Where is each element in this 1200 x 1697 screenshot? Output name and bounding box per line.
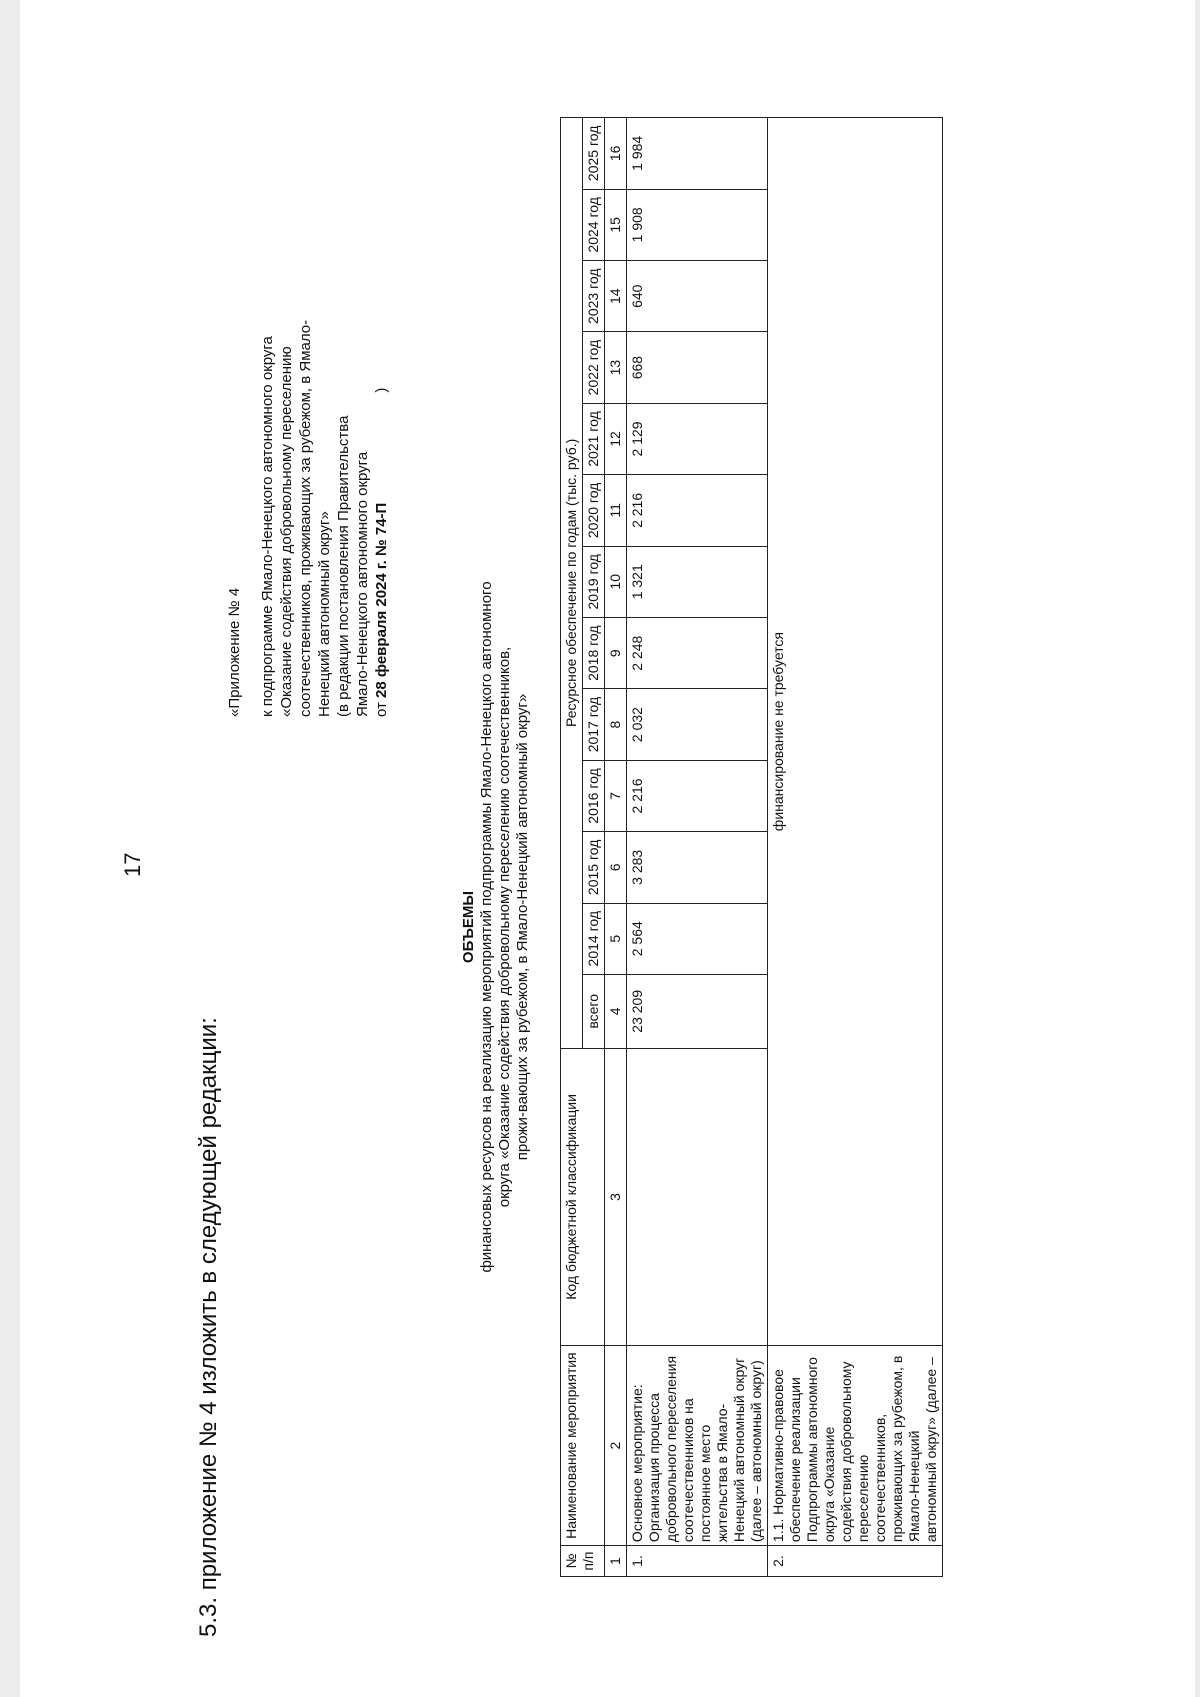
column-number: 13 (605, 332, 627, 403)
appendix-date-value: 28 февраля 2024 г. № 74-П (373, 502, 390, 698)
row-value: 1 908 (627, 189, 768, 260)
column-number: 4 (605, 974, 627, 1048)
appendix-date (372, 97, 391, 717)
appendix-line: соотечественников, проживающих за рубежом, в Ямало- (297, 319, 314, 717)
document-page (20, 0, 1195, 1697)
header-total: всего (583, 974, 605, 1048)
appendix-line: Ненецкий автономный округ» (316, 511, 333, 717)
row-value: 2 248 (627, 617, 768, 688)
column-number: 15 (605, 189, 627, 260)
row-total: 23 209 (627, 974, 768, 1048)
row-code (627, 1048, 768, 1345)
heading-line: округа «Оказание содействия добровольному переселению соотечественников, (496, 646, 513, 1208)
row-value: 668 (627, 332, 768, 403)
row-name: Основное мероприятие: Организация процесса добровольного переселения соотечественников на постоянное место жительства в Ямало-Ненецкий автономный округ (далее – автономный округ) (627, 1346, 768, 1546)
header-no: № п/п (561, 1546, 605, 1577)
row-value: 1 321 (627, 546, 768, 617)
row-value: 2 129 (627, 403, 768, 474)
header-year: 2017 год (583, 689, 605, 760)
column-number: 8 (605, 689, 627, 760)
row-name: 1.1. Нормативно-правовое обеспечение реализации Подпрограммы автономного округа «Оказание содействия добровольному переселению соотечественников, проживающих за рубежом, в Ямало-Ненецкий автономный округ» (далее – (768, 1346, 943, 1546)
table-row (768, 118, 943, 1577)
column-number: 16 (605, 118, 627, 190)
table-heading (460, 547, 532, 1307)
appendix-closing: ) (373, 387, 390, 393)
column-number: 5 (605, 903, 627, 974)
appendix-title: «Приложение № 4 (226, 587, 243, 717)
column-number: 7 (605, 760, 627, 831)
appendix-line: (в редакции постановления Правительства (335, 415, 352, 717)
heading-title: ОБЪЕМЫ (460, 890, 477, 964)
heading-line: прожи-вающих за рубежом, в Ямало-Ненецкий автономный округ» (514, 693, 531, 1161)
column-number: 2 (605, 1346, 627, 1546)
header-year: 2020 год (583, 475, 605, 546)
header-year: 2019 год (583, 546, 605, 617)
row-value: 2 216 (627, 760, 768, 831)
appendix-line: «Оказание содействия добровольному переселению (278, 346, 295, 717)
header-year: 2016 год (583, 760, 605, 831)
header-year: 2024 год (583, 189, 605, 260)
header-resource: Ресурсное обеспечение по годам (тыс. руб.) (561, 118, 583, 1049)
row-value: 2 564 (627, 903, 768, 974)
row-note: финансирование не требуется (768, 118, 943, 1346)
header-name: Наименование мероприятия (561, 1346, 605, 1546)
header-year: 2022 год (583, 332, 605, 403)
resources-table (560, 117, 943, 1577)
appendix-line: Ямало-Ненецкого автономного округа (354, 451, 371, 717)
row-value: 2 032 (627, 689, 768, 760)
column-number: 3 (605, 1048, 627, 1345)
rotated-content (20, 0, 1195, 1697)
page-number: 17 (120, 852, 145, 877)
column-number: 1 (605, 1546, 627, 1577)
heading-line: финансовых ресурсов на реализацию мероприятий подпрограммы Ямало-Ненецкого автономного (478, 581, 495, 1273)
header-year: 2015 год (583, 832, 605, 903)
header-year: 2025 год (583, 118, 605, 190)
row-value: 2 216 (627, 475, 768, 546)
header-year: 2023 год (583, 261, 605, 332)
row-no: 1. (627, 1546, 768, 1577)
row-value: 1 984 (627, 118, 768, 190)
header-row (561, 118, 583, 1577)
column-number: 11 (605, 475, 627, 546)
header-year: 2021 год (583, 403, 605, 474)
column-number: 6 (605, 832, 627, 903)
column-number: 10 (605, 546, 627, 617)
column-number: 9 (605, 617, 627, 688)
column-number: 12 (605, 403, 627, 474)
column-numbers-row (605, 118, 627, 1577)
column-number: 14 (605, 261, 627, 332)
row-value: 640 (627, 261, 768, 332)
table-row (627, 118, 768, 1577)
row-value: 3 283 (627, 832, 768, 903)
appendix-line: к подпрограмме Ямало-Ненецкого автономного округа (259, 336, 276, 717)
appendix-block (225, 97, 391, 717)
header-code: Код бюджетной классификации (561, 1048, 605, 1345)
intro-text: 5.3. приложение № 4 изложить в следующей редакции: (195, 1017, 222, 1637)
header-year: 2018 год (583, 617, 605, 688)
header-year: 2014 год (583, 903, 605, 974)
row-no: 2. (768, 1546, 943, 1577)
appendix-date-prefix: от (373, 697, 390, 717)
